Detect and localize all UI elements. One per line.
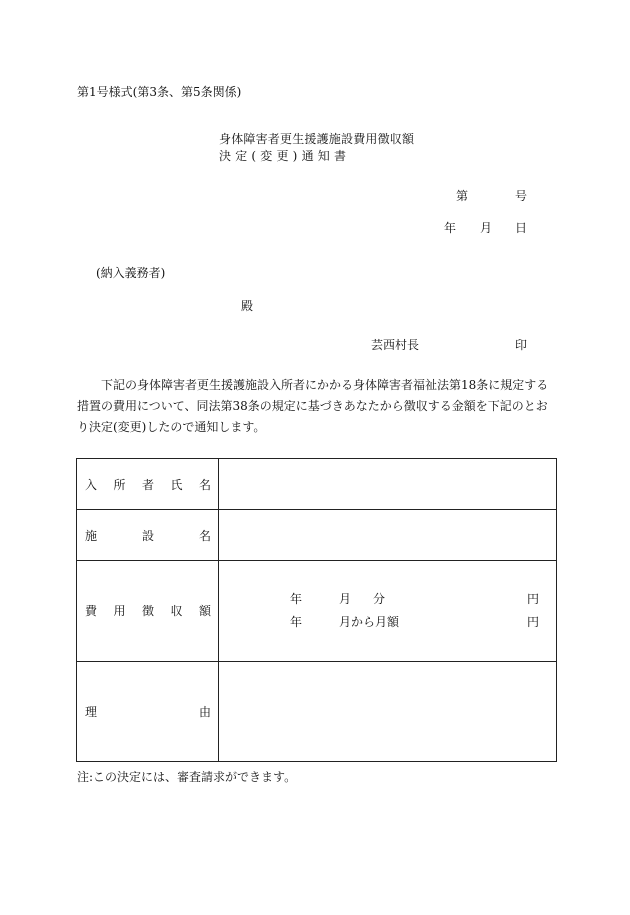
fee-yen-label: 円 (526, 615, 539, 630)
recipient-honorific: 殿 (241, 299, 254, 313)
label-char: 氏 (170, 477, 183, 492)
label-char: 者 (141, 477, 154, 492)
fee-from-month-label: 月から月額 (339, 615, 400, 630)
label-reason (77, 661, 219, 761)
label-char: 名 (198, 528, 211, 543)
fee-line-monthly (219, 592, 556, 606)
document-number-prefix: 第 (456, 189, 469, 203)
value-reason[interactable] (219, 661, 557, 761)
document-title-line2: 決定(変更)通知書 (219, 149, 351, 163)
info-table (76, 458, 557, 762)
table-row-reason (77, 661, 557, 761)
label-facility-name (77, 510, 219, 561)
label-char: 所 (113, 477, 126, 492)
fee-line-from-month (219, 615, 556, 629)
table-row-resident-name (77, 459, 557, 510)
label-char: 名 (198, 477, 211, 492)
fee-portion-label: 分 (373, 592, 386, 607)
label-resident-name (77, 459, 219, 510)
fee-year-label: 年 (290, 592, 303, 607)
label-char: 額 (198, 604, 211, 619)
date-day-label: 日 (515, 221, 528, 235)
table-row-fee-amount (77, 561, 557, 661)
label-char: 用 (113, 604, 126, 619)
label-char: 由 (198, 704, 211, 719)
document-number-suffix: 号 (515, 189, 528, 203)
value-resident-name[interactable] (219, 459, 557, 510)
label-char: 費 (85, 604, 98, 619)
date-year-label: 年 (444, 221, 457, 235)
table-row-facility-name (77, 510, 557, 561)
label-fee-amount (77, 561, 219, 661)
label-char: 施 (85, 528, 98, 543)
label-char: 徴 (141, 604, 154, 619)
notice-body-text: 下記の身体障害者更生援護施設入所者にかかる身体障害者福祉法第18条に規定する措置の費用について、同法第38条の規定に基づきあなたから徴収する金額を下記のとおり決定(変更)したので通知します。 (77, 378, 549, 434)
payer-label: (納入義務者) (96, 266, 166, 280)
form-number: 第1号様式(第3条、第5条関係) (77, 85, 242, 99)
fee-month-label: 月 (339, 592, 352, 607)
fee-yen-label: 円 (526, 592, 539, 607)
seal-mark: 印 (515, 338, 528, 352)
date-month-label: 月 (480, 221, 493, 235)
label-char: 設 (141, 528, 154, 543)
footnote: 注:この決定には、審査請求ができます。 (77, 770, 297, 784)
label-char: 入 (85, 477, 98, 492)
value-fee-amount[interactable] (219, 561, 557, 661)
label-char: 収 (170, 604, 183, 619)
label-char: 理 (85, 704, 98, 719)
issuer-name: 芸西村長 (371, 338, 420, 352)
value-facility-name[interactable] (219, 510, 557, 561)
document-title-line1: 身体障害者更生援護施設費用徴収額 (219, 132, 415, 146)
fee-year-label: 年 (290, 615, 303, 630)
